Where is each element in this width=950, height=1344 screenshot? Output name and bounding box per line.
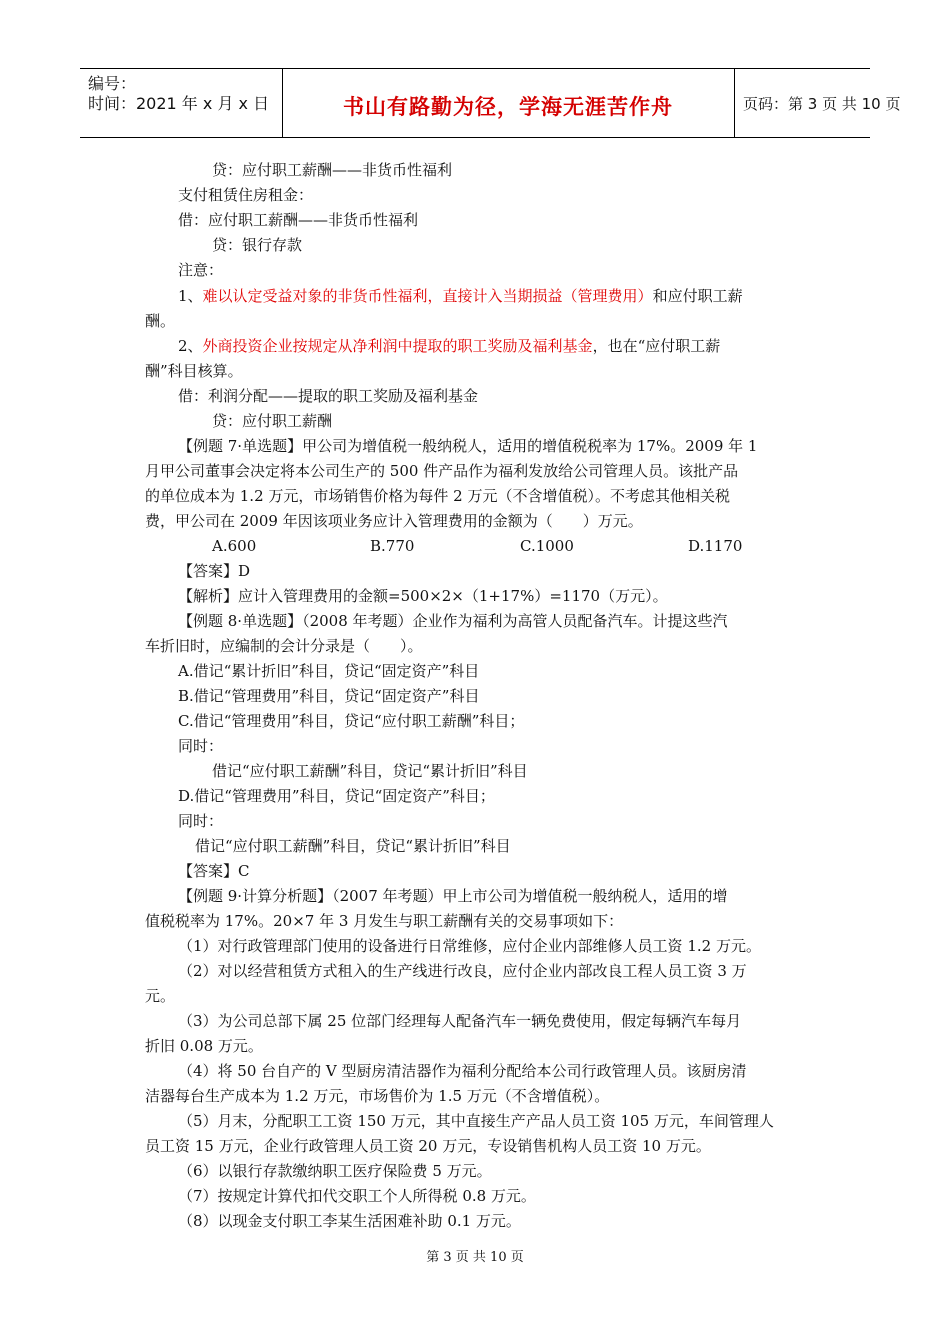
text-line: 月甲公司董事会决定将本公司生产的 500 件产品作为福利发放给公司管理人员。该批产品 <box>145 462 739 480</box>
list-item: （5）月末，分配职工工资 150 万元，其中直接生产产品人员工资 105 万元，车间管理人 <box>178 1112 774 1130</box>
list-item: （4）将 50 台自产的 V 型厨房清洁器作为福利分配给本公司行政管理人员。该厨房清 <box>178 1062 747 1080</box>
option-b: B.770 <box>370 537 415 555</box>
list-item: （6）以银行存款缴纳职工医疗保险费 5 万元。 <box>178 1162 492 1180</box>
text-line: 借：应付职工薪酬——非货币性福利 <box>178 211 419 229</box>
text-line: 注意： <box>178 261 224 279</box>
question-heading: 【例题 9·计算分析题】（2007 年考题）甲上市公司为增值税一般纳税人，适用的增 <box>178 887 728 905</box>
text-line <box>178 286 743 306</box>
text-line: 酬”科目核算。 <box>145 362 243 380</box>
option-a: A.借记“累计折旧”科目，贷记“固定资产”科目 <box>178 662 480 680</box>
header-slogan: 书山有路勤为径，学海无涯苦作舟 <box>343 95 673 119</box>
highlighted-text: 难以认定受益对象的非货币性福利，直接计入当期损益（管理费用） <box>202 287 653 305</box>
answer-line: 【答案】D <box>178 562 251 580</box>
header-slogan-cell <box>282 69 735 137</box>
document-date-label: 时间：2021 年 x 月 x 日 <box>88 94 270 113</box>
text-line: 值税税率为 17%。20×7 年 3 月发生与职工薪酬有关的交易事项如下： <box>145 912 624 930</box>
page-header <box>80 68 901 138</box>
question-heading: 【例题 8·单选题】（2008 年考题）企业作为福利为高管人员配备汽车。计提这些汽 <box>178 612 728 630</box>
text-line: 费，甲公司在 2009 年因该项业务应计入管理费用的金额为（ ）万元。 <box>145 512 643 530</box>
text-line: 借记“应付职工薪酬”科目，贷记“累计折旧”科目 <box>195 837 511 855</box>
text-line: 同时： <box>178 812 224 830</box>
text-line: 员工资 15 万元，企业行政管理人员工资 20 万元，专设销售机构人员工资 10 万元。 <box>145 1137 711 1155</box>
text-line: 同时： <box>178 737 224 755</box>
text-line: 借记“应付职工薪酬”科目，贷记“累计折旧”科目 <box>212 762 528 780</box>
list-item: （8）以现金支付职工李某生活困难补助 0.1 万元。 <box>178 1212 521 1230</box>
text-line: 贷：银行存款 <box>212 236 303 254</box>
list-item: （2）对以经营租赁方式租入的生产线进行改良，应付企业内部改良工程人员工资 3 万 <box>178 962 747 980</box>
answer-line: 【答案】C <box>178 862 250 880</box>
option-d: D.1170 <box>688 537 743 555</box>
text-line: 贷：应付职工薪酬 <box>212 412 333 430</box>
question-heading: 【例题 7·单选题】甲公司为增值税一般纳税人，适用的增值税税率为 17%。2009 年 1 <box>178 437 758 455</box>
document-number-label: 编号： <box>88 74 137 93</box>
header-page-number: 页码：第 3 页 共 10 页 <box>743 95 901 113</box>
text-line: 支付租赁住房租金： <box>178 186 314 204</box>
option-a: A.600 <box>212 537 257 555</box>
text-line: 的单位成本为 1.2 万元，市场销售价格为每件 2 万元（不含增值税）。不考虑其他相关税 <box>145 487 730 505</box>
text-line: 酬。 <box>145 312 176 330</box>
text-line <box>178 336 720 356</box>
text-line: 贷：应付职工薪酬——非货币性福利 <box>212 161 453 179</box>
text-line: 借：利润分配——提取的职工奖励及福利基金 <box>178 387 479 405</box>
list-item: （3）为公司总部下属 25 位部门经理每人配备汽车一辆免费使用，假定每辆汽车每月 <box>178 1012 742 1030</box>
text-span: 2、 <box>178 337 203 355</box>
list-item: （1）对行政管理部门使用的设备进行日常维修，应付企业内部维修人员工资 1.2 万元。 <box>178 937 761 955</box>
text-span: 1、 <box>178 287 203 305</box>
text-span: 和应付职工薪 <box>652 287 743 305</box>
list-item: （7）按规定计算代扣代交职工个人所得税 0.8 万元。 <box>178 1187 536 1205</box>
text-line: 元。 <box>145 987 176 1005</box>
option-b: B.借记“管理费用”科目，贷记“固定资产”科目 <box>178 687 480 705</box>
page-footer: 第 3 页 共 10 页 <box>426 1250 524 1265</box>
option-c: C.1000 <box>520 537 574 555</box>
text-line: 洁器每台生产成本为 1.2 万元，市场售价为 1.5 万元（不含增值税）。 <box>145 1087 610 1105</box>
header-meta-cell <box>80 69 283 137</box>
text-line: 车折旧时，应编制的会计分录是（ ）。 <box>145 637 423 655</box>
text-line: 折旧 0.08 万元。 <box>145 1037 263 1055</box>
text-span: ，也在“应付职工薪 <box>592 337 721 355</box>
option-d: D.借记“管理费用”科目，贷记“固定资产”科目； <box>178 787 495 805</box>
highlighted-text: 外商投资企业按规定从净利润中提取的职工奖励及福利基金 <box>202 337 593 355</box>
option-c: C.借记“管理费用”科目，贷记“应付职工薪酬”科目； <box>178 712 525 730</box>
analysis-line: 【解析】应计入管理费用的金额=500×2×（1+17%）=1170（万元）。 <box>178 587 668 605</box>
header-page-cell <box>735 69 901 137</box>
